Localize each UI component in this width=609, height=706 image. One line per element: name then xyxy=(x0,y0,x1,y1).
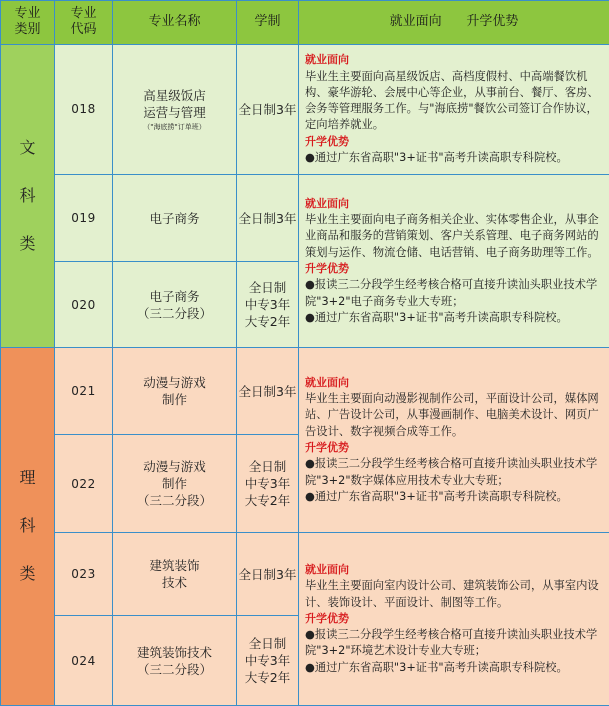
major-system: 全日制3年 xyxy=(237,174,299,261)
adv-item: ●通过广东省高职"3+证书"高考升读高职专科院校。 xyxy=(305,310,568,324)
adv-title: 升学优势 xyxy=(305,134,349,148)
major-code: 022 xyxy=(55,435,113,533)
major-code: 019 xyxy=(55,174,113,261)
adv-item: ●通过广东省高职"3+证书"高考升读高职专科院校。 xyxy=(305,489,568,503)
adv-item: ●通过广东省高职"3+证书"高考升读高职专科院校。 xyxy=(305,151,568,165)
header-code: 专业 代码 xyxy=(55,1,113,45)
header-name: 专业名称 xyxy=(113,1,237,45)
job-text: 毕业生主要面向电子商务相关企业、实体零售企业，从事企业商品和服务的营销策划、客户关系管理、电子商务网站的策划与运作、物流仓储、电话营销、电子商务助理等工作。 xyxy=(305,213,599,259)
major-name-note: （"海底捞"订单班） xyxy=(143,122,206,131)
major-code: 020 xyxy=(55,262,113,347)
header-outlook: 就业面向 升学优势 xyxy=(299,1,609,45)
header-system: 学制 xyxy=(237,1,299,45)
table-row xyxy=(1,347,609,434)
major-name: 电子商务 xyxy=(113,174,237,261)
major-code: 021 xyxy=(55,347,113,434)
major-system: 全日制 中专3年 大专2年 xyxy=(237,435,299,533)
job-text: 毕业生主要面向室内设计公司、建筑装饰公司，从事室内设计、装饰设计、平面设计、制图等工作。 xyxy=(305,579,599,609)
major-system: 全日制3年 xyxy=(237,347,299,434)
header-category: 专业 类别 xyxy=(1,1,55,45)
outlook-cell xyxy=(299,174,609,347)
category-cell-science: 理 科 类 xyxy=(1,347,55,705)
table-row xyxy=(1,533,609,616)
adv-item: ●报读三二分段学生经考核合格可直接升读汕头职业技术学院"3+2"数字媒体应用技术专业大专班； xyxy=(305,457,598,487)
adv-title: 升学优势 xyxy=(305,440,349,454)
major-name: 电子商务 （三二分段） xyxy=(113,262,237,347)
major-code: 018 xyxy=(55,44,113,174)
job-title: 就业面向 xyxy=(305,196,349,210)
major-system: 全日制 中专3年 大专2年 xyxy=(237,616,299,706)
job-title: 就业面向 xyxy=(305,375,349,389)
major-name: 建筑装饰 技术 xyxy=(113,533,237,616)
adv-item: ●报读三二分段学生经考核合格可直接升读汕头职业技术学院"3+2"电子商务专业大专班； xyxy=(305,278,598,308)
adv-title: 升学优势 xyxy=(305,611,349,625)
outlook-cell xyxy=(299,533,609,706)
outlook-cell xyxy=(299,347,609,532)
adv-title: 升学优势 xyxy=(305,261,349,275)
major-name: 动漫与游戏 制作 xyxy=(113,347,237,434)
major-system: 全日制 中专3年 大专2年 xyxy=(237,262,299,347)
table-row xyxy=(1,44,609,174)
major-code: 023 xyxy=(55,533,113,616)
major-system: 全日制3年 xyxy=(237,44,299,174)
adv-item: ●报读三二分段学生经考核合格可直接升读汕头职业技术学院"3+2"环境艺术设计专业大专班； xyxy=(305,628,598,658)
major-name xyxy=(113,44,237,174)
job-title: 就业面向 xyxy=(305,562,349,576)
major-code: 024 xyxy=(55,616,113,706)
category-cell-arts: 文 科 类 xyxy=(1,44,55,347)
job-text: 毕业生主要面向动漫影视制作公司，平面设计公司，媒体网站、广告设计公司，从事漫画制作、电脑美术设计、网页广告设计、数字视频合成等工作。 xyxy=(305,392,599,438)
table-row xyxy=(1,174,609,261)
major-name: 建筑装饰技术 （三二分段） xyxy=(113,616,237,706)
major-name: 动漫与游戏 制作 （三二分段） xyxy=(113,435,237,533)
major-name-text: 高星级饭店 运营与管理 xyxy=(143,87,206,120)
header-row xyxy=(1,1,609,45)
outlook-cell xyxy=(299,44,609,174)
major-system: 全日制3年 xyxy=(237,533,299,616)
job-text: 毕业生主要面向高星级饭店、高档度假村、中高端餐饮机构、豪华游轮、会展中心等企业，从事前台、餐厅、客房、会务等管理服务工作。与"海底捞"餐饮公司签订合作协议，定向培养就业。 xyxy=(305,69,599,132)
job-title: 就业面向 xyxy=(305,53,349,67)
adv-item: ●通过广东省高职"3+证书"高考升读高职专科院校。 xyxy=(305,660,568,674)
